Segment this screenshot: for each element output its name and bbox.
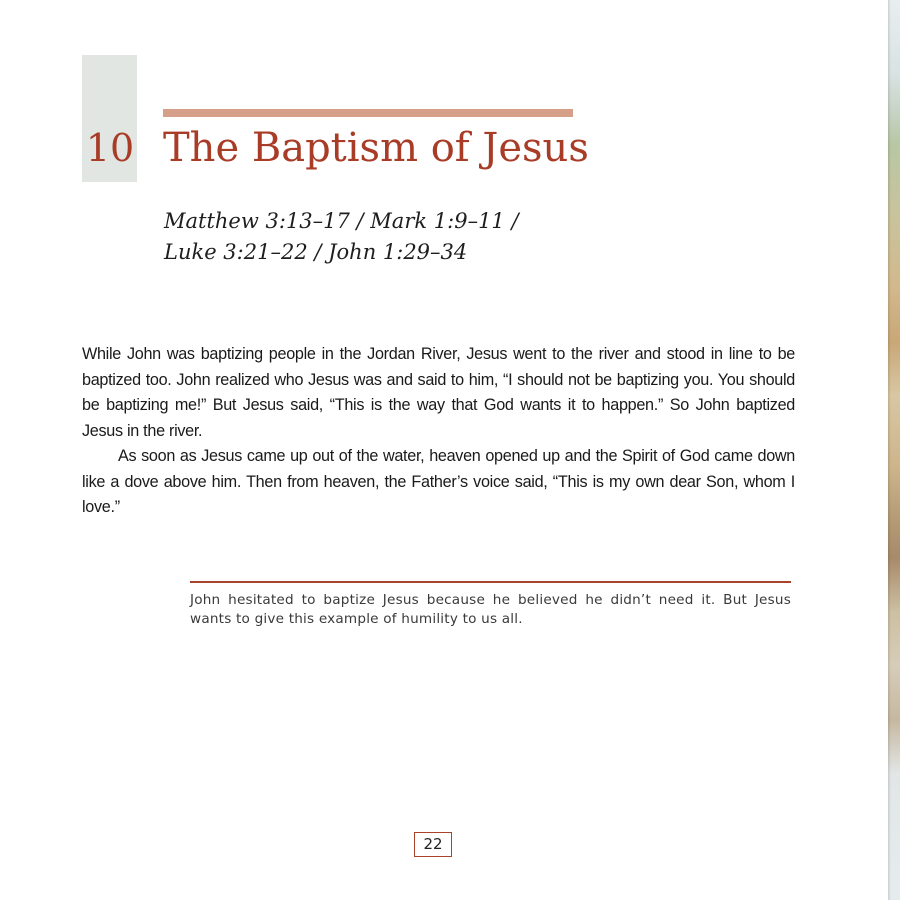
facing-page-illustration-edge [888, 0, 900, 900]
paragraph: While John was baptizing people in the Jordan River, Jesus went to the river and stood in line to be baptized too. John realized who Jesus was and said to him, “I should not be baptizing you. You should be baptizing me!” But Jesus said, “This is the way that God wants it to happen.” So John baptized Jesus in the river. [82, 345, 795, 440]
title-rule [163, 109, 573, 117]
scripture-references [164, 206, 624, 268]
paragraph: As soon as Jesus came up out of the water, heaven opened up and the Spirit of God came down like a dove above him. Then from heaven, the Father’s voice said, “This is my own dear Son, whom I love.” [82, 447, 795, 516]
reflection-note: John hesitated to baptize Jesus because he believed he didn’t need it. But Jesus wants to give this example of humility to us all. [190, 592, 791, 627]
reference-line: Matthew 3:13–17 / Mark 1:9–11 / [164, 209, 519, 233]
chapter-number: 10 [85, 126, 135, 170]
note-rule [190, 581, 791, 583]
reference-line: Luke 3:21–22 / John 1:29–34 [164, 240, 468, 264]
page-number: 22 [414, 832, 452, 857]
story-text [82, 342, 795, 521]
chapter-title: The Baptism of Jesus [163, 125, 589, 171]
